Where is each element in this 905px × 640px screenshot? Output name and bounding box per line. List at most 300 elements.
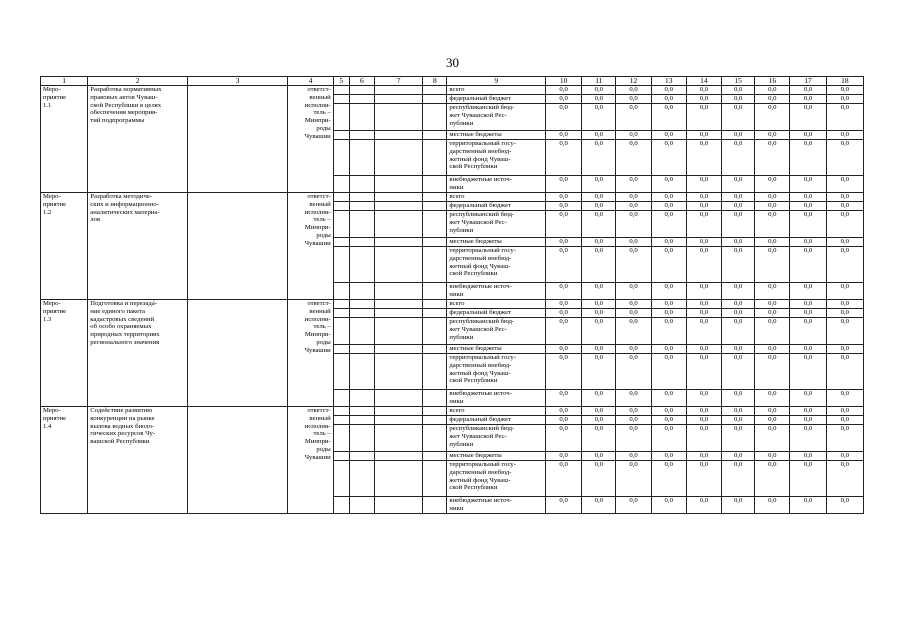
- funding-value: 0,0: [755, 407, 790, 416]
- empty-cell: [374, 407, 422, 416]
- empty-cell: [423, 390, 447, 407]
- activity-executor: ответст- венный исполни- тель – Минпри- роды Чувашии: [288, 407, 333, 514]
- column-number: 16: [755, 77, 790, 86]
- funding-value: 0,0: [651, 345, 686, 354]
- column-number: 5: [333, 77, 349, 86]
- activity-code: Меро- приятие 1.1: [41, 86, 88, 193]
- funding-value: 0,0: [686, 238, 721, 247]
- column-number: 12: [616, 77, 651, 86]
- funding-value: 0,0: [722, 95, 755, 104]
- funding-value: 0,0: [546, 452, 582, 461]
- funding-value: 0,0: [686, 247, 721, 283]
- empty-cell: [349, 497, 374, 514]
- empty-cell: [423, 211, 447, 238]
- funding-value: 0,0: [582, 140, 616, 176]
- empty-cell: [333, 176, 349, 193]
- funding-value: 0,0: [651, 283, 686, 300]
- funding-value: 0,0: [826, 238, 863, 247]
- empty-cell: [423, 238, 447, 247]
- empty-cell: [423, 131, 447, 140]
- funding-value: 0,0: [546, 354, 582, 390]
- funding-value: 0,0: [546, 318, 582, 345]
- empty-cell: [423, 86, 447, 95]
- funding-value: 0,0: [651, 95, 686, 104]
- funding-value: 0,0: [722, 140, 755, 176]
- funding-value: 0,0: [582, 452, 616, 461]
- funding-value: 0,0: [616, 452, 651, 461]
- activity-executor: ответст- венный исполни- тель – Минпри- роды Чувашии: [288, 193, 333, 300]
- funding-value: 0,0: [826, 425, 863, 452]
- funding-source: местные бюджеты: [447, 345, 546, 354]
- funding-value: 0,0: [616, 86, 651, 95]
- funding-value: 0,0: [546, 95, 582, 104]
- funding-value: 0,0: [582, 497, 616, 514]
- funding-value: 0,0: [651, 140, 686, 176]
- funding-value: 0,0: [686, 416, 721, 425]
- funding-value: 0,0: [651, 300, 686, 309]
- empty-cell: [423, 193, 447, 202]
- funding-value: 0,0: [546, 390, 582, 407]
- empty-cell: [333, 247, 349, 283]
- funding-value: 0,0: [755, 354, 790, 390]
- empty-cell: [333, 140, 349, 176]
- funding-value: 0,0: [722, 193, 755, 202]
- funding-value: 0,0: [686, 131, 721, 140]
- empty-cell: [423, 176, 447, 193]
- activity-executor: ответст- венный исполни- тель – Минпри- роды Чувашии: [288, 86, 333, 193]
- funding-value: 0,0: [826, 407, 863, 416]
- funding-value: 0,0: [616, 425, 651, 452]
- funding-value: 0,0: [826, 452, 863, 461]
- funding-value: 0,0: [686, 86, 721, 95]
- empty-cell: [374, 416, 422, 425]
- funding-value: 0,0: [755, 416, 790, 425]
- funding-value: 0,0: [722, 104, 755, 131]
- funding-value: 0,0: [582, 193, 616, 202]
- funding-value: 0,0: [722, 309, 755, 318]
- funding-value: 0,0: [686, 140, 721, 176]
- empty-cell: [423, 345, 447, 354]
- empty-cell: [349, 309, 374, 318]
- empty-cell: [333, 407, 349, 416]
- column-number: 1: [41, 77, 88, 86]
- funding-value: 0,0: [722, 283, 755, 300]
- funding-source: территориальный госу- дарственный внебюд- жетный фонд Чуваш- ской Республики: [447, 140, 546, 176]
- funding-value: 0,0: [582, 461, 616, 497]
- funding-value: 0,0: [790, 425, 826, 452]
- column-number: 9: [447, 77, 546, 86]
- empty-cell: [349, 345, 374, 354]
- empty-cell: [423, 416, 447, 425]
- column-number: 7: [374, 77, 422, 86]
- empty-cell: [333, 452, 349, 461]
- funding-value: 0,0: [722, 131, 755, 140]
- column-number: 17: [790, 77, 826, 86]
- funding-value: 0,0: [826, 309, 863, 318]
- funding-value: 0,0: [790, 354, 826, 390]
- funding-value: 0,0: [546, 140, 582, 176]
- empty-cell: [333, 390, 349, 407]
- funding-value: 0,0: [755, 86, 790, 95]
- activity-name: Разработка нормативных правовых актов Чуваш- ской Республики в целях обеспечения мероприя- тий подпрограммы: [88, 86, 188, 193]
- funding-value: 0,0: [582, 345, 616, 354]
- funding-source: внебюджетные источ- ники: [447, 176, 546, 193]
- funding-value: 0,0: [616, 95, 651, 104]
- funding-source: всего: [447, 193, 546, 202]
- column-number: 4: [288, 77, 333, 86]
- funding-value: 0,0: [651, 354, 686, 390]
- column-number: 3: [187, 77, 288, 86]
- funding-value: 0,0: [790, 300, 826, 309]
- funding-value: 0,0: [826, 345, 863, 354]
- funding-source: федеральный бюджет: [447, 416, 546, 425]
- funding-value: 0,0: [651, 86, 686, 95]
- empty-cell: [374, 131, 422, 140]
- funding-value: 0,0: [826, 86, 863, 95]
- funding-value: 0,0: [546, 176, 582, 193]
- empty-cell: [374, 140, 422, 176]
- funding-value: 0,0: [722, 300, 755, 309]
- funding-value: 0,0: [755, 176, 790, 193]
- empty-cell: [349, 390, 374, 407]
- empty-cell: [423, 95, 447, 104]
- funding-value: 0,0: [686, 95, 721, 104]
- empty-cell: [333, 354, 349, 390]
- empty-cell: [423, 354, 447, 390]
- funding-value: 0,0: [582, 300, 616, 309]
- funding-source: местные бюджеты: [447, 452, 546, 461]
- funding-value: 0,0: [546, 238, 582, 247]
- empty-cell: [423, 104, 447, 131]
- funding-value: 0,0: [616, 140, 651, 176]
- funding-value: 0,0: [755, 140, 790, 176]
- funding-value: 0,0: [651, 425, 686, 452]
- funding-source: местные бюджеты: [447, 131, 546, 140]
- funding-value: 0,0: [686, 354, 721, 390]
- table-row: [41, 300, 864, 309]
- activity-name: Разработка методиче- ских и информационно- аналитических материа- лов: [88, 193, 188, 300]
- table-row: [41, 86, 864, 95]
- column-number: 11: [582, 77, 616, 86]
- funding-value: 0,0: [790, 497, 826, 514]
- funding-value: 0,0: [546, 283, 582, 300]
- funding-value: 0,0: [546, 86, 582, 95]
- funding-value: 0,0: [651, 131, 686, 140]
- empty-cell: [374, 283, 422, 300]
- empty-cell: [423, 140, 447, 176]
- empty-cell: [349, 354, 374, 390]
- empty-cell: [374, 452, 422, 461]
- funding-value: 0,0: [582, 86, 616, 95]
- empty-cell: [349, 86, 374, 95]
- empty-cell: [333, 238, 349, 247]
- funding-value: 0,0: [686, 309, 721, 318]
- funding-value: 0,0: [651, 407, 686, 416]
- funding-value: 0,0: [546, 407, 582, 416]
- funding-value: 0,0: [651, 452, 686, 461]
- empty-cell: [349, 416, 374, 425]
- funding-value: 0,0: [616, 300, 651, 309]
- funding-value: 0,0: [651, 461, 686, 497]
- funding-value: 0,0: [826, 193, 863, 202]
- empty-cell: [423, 309, 447, 318]
- empty-cell: [333, 104, 349, 131]
- funding-value: 0,0: [755, 238, 790, 247]
- funding-value: 0,0: [686, 176, 721, 193]
- empty-cell: [349, 211, 374, 238]
- funding-value: 0,0: [686, 300, 721, 309]
- empty-cell: [333, 86, 349, 95]
- funding-value: 0,0: [755, 309, 790, 318]
- funding-value: 0,0: [616, 309, 651, 318]
- funding-value: 0,0: [616, 247, 651, 283]
- funding-value: 0,0: [582, 407, 616, 416]
- funding-value: 0,0: [546, 202, 582, 211]
- funding-value: 0,0: [790, 390, 826, 407]
- empty-cell: [349, 425, 374, 452]
- funding-value: 0,0: [826, 461, 863, 497]
- empty-cell: [374, 390, 422, 407]
- funding-value: 0,0: [582, 354, 616, 390]
- funding-value: 0,0: [616, 104, 651, 131]
- funding-source: федеральный бюджет: [447, 202, 546, 211]
- funding-value: 0,0: [722, 461, 755, 497]
- empty-cell: [374, 309, 422, 318]
- funding-source: внебюджетные источ- ники: [447, 497, 546, 514]
- funding-value: 0,0: [686, 345, 721, 354]
- funding-value: 0,0: [546, 300, 582, 309]
- funding-source: федеральный бюджет: [447, 309, 546, 318]
- funding-source: федеральный бюджет: [447, 95, 546, 104]
- funding-value: 0,0: [826, 416, 863, 425]
- funding-value: 0,0: [546, 425, 582, 452]
- empty-cell: [187, 407, 288, 514]
- funding-value: 0,0: [826, 497, 863, 514]
- empty-cell: [333, 131, 349, 140]
- empty-cell: [349, 202, 374, 211]
- funding-value: 0,0: [755, 425, 790, 452]
- empty-cell: [423, 407, 447, 416]
- funding-value: 0,0: [790, 345, 826, 354]
- funding-value: 0,0: [790, 86, 826, 95]
- funding-value: 0,0: [826, 202, 863, 211]
- funding-value: 0,0: [722, 318, 755, 345]
- funding-value: 0,0: [582, 425, 616, 452]
- funding-value: 0,0: [616, 461, 651, 497]
- funding-value: 0,0: [546, 345, 582, 354]
- funding-value: 0,0: [616, 345, 651, 354]
- funding-value: 0,0: [686, 461, 721, 497]
- funding-value: 0,0: [686, 104, 721, 131]
- funding-value: 0,0: [826, 300, 863, 309]
- funding-value: 0,0: [722, 354, 755, 390]
- funding-value: 0,0: [686, 283, 721, 300]
- funding-value: 0,0: [582, 176, 616, 193]
- funding-value: 0,0: [546, 131, 582, 140]
- funding-value: 0,0: [790, 247, 826, 283]
- empty-cell: [333, 416, 349, 425]
- empty-cell: [333, 300, 349, 309]
- column-number: 2: [88, 77, 188, 86]
- budget-table: [40, 76, 864, 514]
- empty-cell: [374, 497, 422, 514]
- funding-source: территориальный госу- дарственный внебюд- жетный фонд Чуваш- ской Республики: [447, 461, 546, 497]
- funding-value: 0,0: [790, 238, 826, 247]
- funding-value: 0,0: [790, 461, 826, 497]
- funding-value: 0,0: [722, 238, 755, 247]
- table-row: [41, 407, 864, 416]
- funding-value: 0,0: [826, 390, 863, 407]
- funding-value: 0,0: [651, 202, 686, 211]
- empty-cell: [349, 300, 374, 309]
- funding-value: 0,0: [826, 354, 863, 390]
- empty-cell: [349, 407, 374, 416]
- funding-value: 0,0: [616, 131, 651, 140]
- funding-value: 0,0: [722, 202, 755, 211]
- funding-value: 0,0: [582, 318, 616, 345]
- empty-cell: [333, 95, 349, 104]
- funding-value: 0,0: [651, 176, 686, 193]
- funding-value: 0,0: [755, 283, 790, 300]
- funding-value: 0,0: [546, 247, 582, 283]
- funding-value: 0,0: [755, 452, 790, 461]
- funding-value: 0,0: [826, 176, 863, 193]
- funding-value: 0,0: [755, 202, 790, 211]
- page-number: 30: [446, 55, 459, 70]
- empty-cell: [349, 193, 374, 202]
- funding-value: 0,0: [651, 193, 686, 202]
- column-number: 8: [423, 77, 447, 86]
- column-number: 14: [686, 77, 721, 86]
- funding-source: внебюджетные источ- ники: [447, 390, 546, 407]
- funding-value: 0,0: [755, 193, 790, 202]
- empty-cell: [423, 300, 447, 309]
- funding-value: 0,0: [686, 390, 721, 407]
- funding-value: 0,0: [686, 407, 721, 416]
- empty-cell: [333, 461, 349, 497]
- funding-value: 0,0: [616, 193, 651, 202]
- activity-name: Содействие развитию конкуренции на рынке вылова водных биоло- гических ресурсов Чу- вашской Республики: [88, 407, 188, 514]
- empty-cell: [374, 300, 422, 309]
- funding-value: 0,0: [755, 318, 790, 345]
- empty-cell: [423, 202, 447, 211]
- empty-cell: [349, 283, 374, 300]
- funding-value: 0,0: [722, 407, 755, 416]
- funding-value: 0,0: [546, 416, 582, 425]
- funding-value: 0,0: [686, 452, 721, 461]
- empty-cell: [333, 309, 349, 318]
- funding-value: 0,0: [826, 247, 863, 283]
- empty-cell: [374, 461, 422, 497]
- funding-source: республиканский бюд- жет Чувашской Рес- публики: [447, 425, 546, 452]
- funding-value: 0,0: [546, 497, 582, 514]
- funding-value: 0,0: [651, 416, 686, 425]
- empty-cell: [423, 283, 447, 300]
- funding-value: 0,0: [790, 202, 826, 211]
- empty-cell: [423, 247, 447, 283]
- empty-cell: [374, 104, 422, 131]
- empty-cell: [423, 452, 447, 461]
- funding-value: 0,0: [651, 318, 686, 345]
- funding-value: 0,0: [582, 202, 616, 211]
- funding-value: 0,0: [826, 283, 863, 300]
- empty-cell: [187, 300, 288, 407]
- funding-value: 0,0: [651, 211, 686, 238]
- funding-value: 0,0: [616, 283, 651, 300]
- funding-value: 0,0: [686, 497, 721, 514]
- funding-value: 0,0: [582, 390, 616, 407]
- empty-cell: [374, 95, 422, 104]
- funding-value: 0,0: [582, 283, 616, 300]
- empty-cell: [374, 354, 422, 390]
- funding-value: 0,0: [582, 211, 616, 238]
- funding-value: 0,0: [826, 131, 863, 140]
- funding-value: 0,0: [546, 211, 582, 238]
- funding-value: 0,0: [722, 416, 755, 425]
- funding-value: 0,0: [686, 211, 721, 238]
- activity-name: Подготовка и перезадá- ние единого пакета кадастровых сведений об особо охраняемых природных территориях регионального значения: [88, 300, 188, 407]
- empty-cell: [374, 193, 422, 202]
- funding-source: местные бюджеты: [447, 238, 546, 247]
- funding-value: 0,0: [790, 211, 826, 238]
- empty-cell: [423, 425, 447, 452]
- funding-value: 0,0: [651, 390, 686, 407]
- funding-value: 0,0: [826, 95, 863, 104]
- funding-value: 0,0: [616, 390, 651, 407]
- funding-value: 0,0: [616, 202, 651, 211]
- funding-value: 0,0: [790, 95, 826, 104]
- funding-value: 0,0: [546, 461, 582, 497]
- funding-value: 0,0: [722, 176, 755, 193]
- funding-value: 0,0: [616, 497, 651, 514]
- empty-cell: [187, 193, 288, 300]
- funding-value: 0,0: [686, 193, 721, 202]
- table-row: [41, 193, 864, 202]
- empty-cell: [374, 211, 422, 238]
- empty-cell: [333, 318, 349, 345]
- funding-value: 0,0: [826, 140, 863, 176]
- funding-value: 0,0: [790, 104, 826, 131]
- column-number: 10: [546, 77, 582, 86]
- empty-cell: [374, 318, 422, 345]
- empty-cell: [349, 176, 374, 193]
- empty-cell: [187, 86, 288, 193]
- activity-executor: ответст- венный исполни- тель – Минпри- роды Чувашии: [288, 300, 333, 407]
- header-row: [41, 77, 864, 86]
- funding-value: 0,0: [722, 452, 755, 461]
- funding-value: 0,0: [582, 95, 616, 104]
- funding-source: республиканский бюд- жет Чувашской Рес- публики: [447, 104, 546, 131]
- funding-value: 0,0: [651, 247, 686, 283]
- funding-value: 0,0: [790, 318, 826, 345]
- empty-cell: [423, 318, 447, 345]
- column-number: 18: [826, 77, 863, 86]
- empty-cell: [374, 345, 422, 354]
- activity-code: Меро- приятие 1.3: [41, 300, 88, 407]
- funding-value: 0,0: [826, 211, 863, 238]
- empty-cell: [349, 452, 374, 461]
- funding-source: всего: [447, 86, 546, 95]
- empty-cell: [333, 211, 349, 238]
- empty-cell: [423, 497, 447, 514]
- funding-value: 0,0: [790, 193, 826, 202]
- empty-cell: [333, 345, 349, 354]
- funding-value: 0,0: [616, 407, 651, 416]
- funding-value: 0,0: [790, 176, 826, 193]
- funding-value: 0,0: [790, 283, 826, 300]
- funding-value: 0,0: [755, 390, 790, 407]
- funding-value: 0,0: [755, 211, 790, 238]
